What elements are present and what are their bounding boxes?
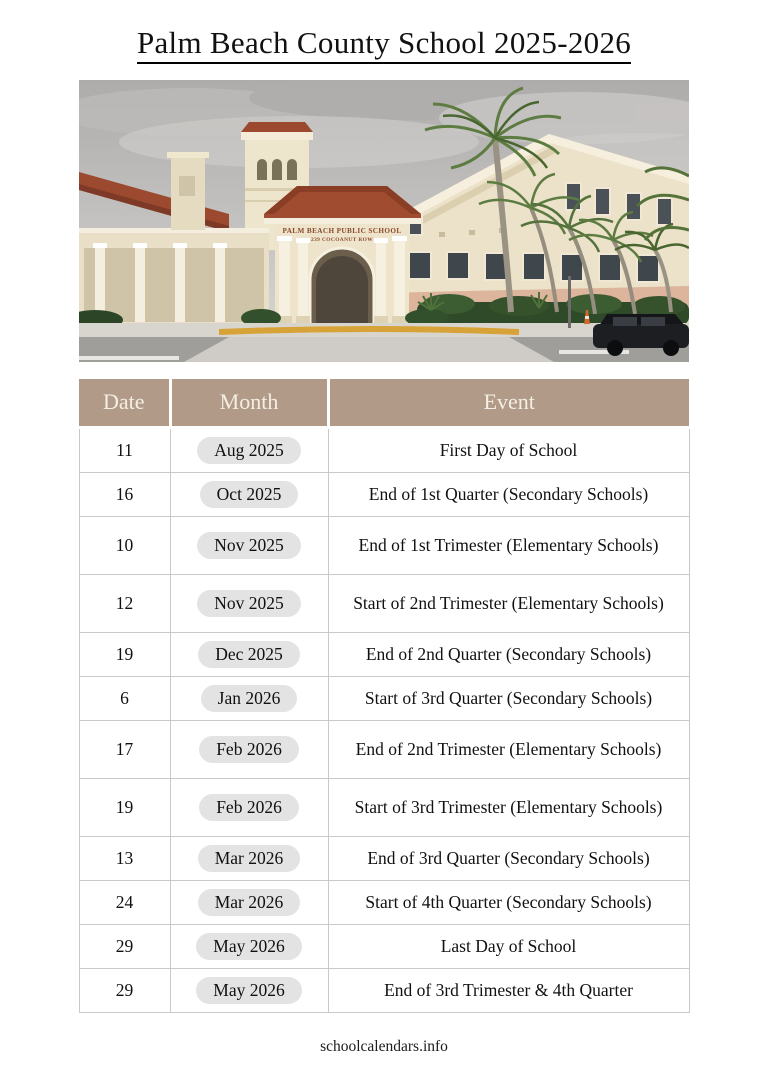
month-cell [170,632,328,676]
table-row [79,924,689,968]
month-cell [170,427,328,472]
month-pill: Mar 2026 [198,845,301,872]
month-cell [170,472,328,516]
sign-pole [568,276,571,328]
date-cell: 13 [79,836,170,880]
month-pill: May 2026 [196,933,301,960]
header-month: Month [170,379,328,428]
date-cell: 10 [79,516,170,574]
event-cell: End of 1st Trimester (Elementary Schools) [328,516,689,574]
table-row [79,880,689,924]
footer-site-name: schoolcalendars.info [320,1037,448,1055]
month-pill: Dec 2025 [198,641,300,668]
table-row [79,720,689,778]
month-cell [170,516,328,574]
table-row [79,472,689,516]
event-cell: End of 2nd Quarter (Secondary Schools) [328,632,689,676]
event-cell: Start of 3rd Quarter (Secondary Schools) [328,676,689,720]
month-cell [170,778,328,836]
date-cell: 6 [79,676,170,720]
event-cell: Last Day of School [328,924,689,968]
event-cell: End of 1st Quarter (Secondary Schools) [328,472,689,516]
table-row [79,778,689,836]
event-cell: Start of 2nd Trimester (Elementary Schools) [328,574,689,632]
month-pill: Feb 2026 [199,736,299,763]
school-photo [79,80,689,362]
event-cell: End of 3rd Quarter (Secondary Schools) [328,836,689,880]
date-cell: 29 [79,968,170,1012]
month-pill: Feb 2026 [199,794,299,821]
building-sign-line2: 239 COCOANUT ROW [310,236,374,243]
month-pill: Nov 2025 [197,590,301,617]
event-cell: Start of 4th Quarter (Secondary Schools) [328,880,689,924]
month-pill: Aug 2025 [197,437,301,464]
month-cell [170,836,328,880]
month-pill: Jan 2026 [201,685,298,712]
table-row [79,516,689,574]
table-row [79,676,689,720]
table-header-row [79,379,689,428]
table-row [79,968,689,1012]
month-cell [170,924,328,968]
month-pill: May 2026 [196,977,301,1004]
date-cell: 29 [79,924,170,968]
calendar-table [79,379,690,1013]
page-title: Palm Beach County School 2025-2026 [137,25,631,64]
event-cell: End of 2nd Trimester (Elementary Schools) [328,720,689,778]
month-cell [170,574,328,632]
date-cell: 19 [79,778,170,836]
month-cell [170,720,328,778]
date-cell: 24 [79,880,170,924]
event-cell: Start of 3rd Trimester (Elementary Schools) [328,778,689,836]
building-sign-line1: PALM BEACH PUBLIC SCHOOL [282,226,402,235]
entrance [264,186,421,325]
month-pill: Oct 2025 [200,481,299,508]
month-cell [170,880,328,924]
table-row [79,836,689,880]
table-row [79,427,689,472]
date-cell: 11 [79,427,170,472]
month-pill: Nov 2025 [197,532,301,559]
month-cell [170,968,328,1012]
date-cell: 16 [79,472,170,516]
date-cell: 19 [79,632,170,676]
date-cell: 12 [79,574,170,632]
event-cell: End of 3rd Trimester & 4th Quarter [328,968,689,1012]
date-cell: 17 [79,720,170,778]
table-row [79,574,689,632]
month-pill: Mar 2026 [198,889,301,916]
header-event: Event [328,379,689,428]
header-date: Date [79,379,170,428]
table-row [79,632,689,676]
event-cell: First Day of School [328,427,689,472]
month-cell [170,676,328,720]
school-photo-illustration [79,80,689,362]
